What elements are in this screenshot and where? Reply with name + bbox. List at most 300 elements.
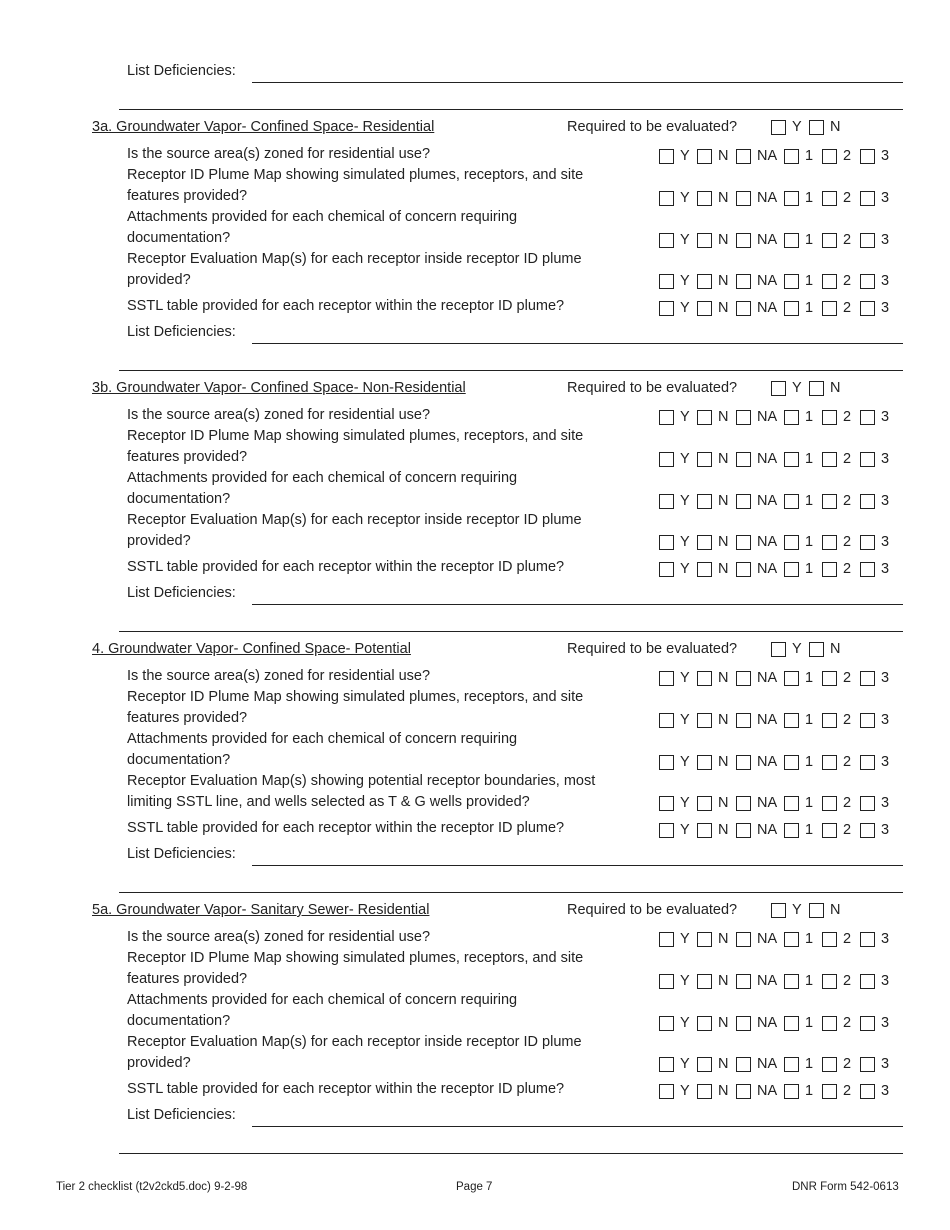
- answer-3-label: 3: [881, 190, 890, 206]
- answer-na-checkbox[interactable]: [736, 1084, 751, 1099]
- answer-y-checkbox[interactable]: [659, 233, 674, 248]
- answer-options: [659, 711, 899, 729]
- deficiencies-input-line[interactable]: [252, 865, 903, 866]
- answer-na-label: NA: [757, 300, 778, 316]
- answer-options: [659, 492, 899, 510]
- section-divider: [119, 892, 903, 893]
- answer-2-label: 2: [843, 795, 852, 811]
- question-text: documentation?: [127, 1013, 231, 1029]
- required-yes-checkbox[interactable]: [771, 120, 786, 135]
- answer-3-label: 3: [881, 300, 890, 316]
- deficiencies-input-line[interactable]: [252, 604, 903, 605]
- question-text: documentation?: [127, 491, 231, 507]
- answer-na-checkbox[interactable]: [736, 149, 751, 164]
- answer-y-label: Y: [680, 451, 690, 467]
- answer-options: [659, 533, 899, 551]
- answer-3-label: 3: [881, 754, 890, 770]
- answer-1-label: 1: [805, 148, 814, 164]
- answer-2-label: 2: [843, 670, 852, 686]
- question-text: SSTL table provided for each receptor within the receptor ID plume?: [127, 820, 565, 836]
- answer-n-checkbox[interactable]: [697, 974, 712, 989]
- answer-na-checkbox[interactable]: [736, 452, 751, 467]
- answer-2-label: 2: [843, 148, 852, 164]
- answer-3-checkbox[interactable]: [860, 191, 875, 206]
- answer-n-label: N: [718, 451, 729, 467]
- required-yes-checkbox[interactable]: [771, 381, 786, 396]
- required-yes-checkbox[interactable]: [771, 903, 786, 918]
- question-text: Receptor ID Plume Map showing simulated plumes, receptors, and site: [127, 950, 584, 966]
- question-text: features provided?: [127, 449, 248, 465]
- answer-n-label: N: [718, 300, 729, 316]
- answer-2-checkbox[interactable]: [822, 233, 837, 248]
- answer-3-checkbox[interactable]: [860, 823, 875, 838]
- answer-y-label: Y: [680, 973, 690, 989]
- required-no-label: N: [830, 119, 841, 135]
- answer-na-label: NA: [757, 1015, 778, 1031]
- answer-na-label: NA: [757, 534, 778, 550]
- deficiencies-input-line[interactable]: [252, 82, 903, 83]
- required-yes-label: Y: [792, 641, 802, 657]
- section-divider: [119, 1153, 903, 1154]
- answer-na-checkbox[interactable]: [736, 823, 751, 838]
- question-text: Receptor ID Plume Map showing simulated plumes, receptors, and site: [127, 428, 584, 444]
- question-text: Is the source area(s) zoned for residential use?: [127, 668, 431, 684]
- answer-y-checkbox[interactable]: [659, 301, 674, 316]
- answer-3-checkbox[interactable]: [860, 274, 875, 289]
- answer-y-label: Y: [680, 534, 690, 550]
- answer-na-label: NA: [757, 822, 778, 838]
- answer-options: [659, 794, 899, 812]
- answer-y-checkbox[interactable]: [659, 932, 674, 947]
- answer-1-checkbox[interactable]: [784, 562, 799, 577]
- deficiencies-input-line[interactable]: [252, 1126, 903, 1127]
- answer-3-checkbox[interactable]: [860, 1016, 875, 1031]
- answer-na-label: NA: [757, 493, 778, 509]
- answer-na-label: NA: [757, 148, 778, 164]
- question-text: provided?: [127, 533, 191, 549]
- answer-na-checkbox[interactable]: [736, 755, 751, 770]
- answer-1-checkbox[interactable]: [784, 755, 799, 770]
- answer-n-label: N: [718, 232, 729, 248]
- required-no-checkbox[interactable]: [809, 381, 824, 396]
- list-deficiencies-label: List Deficiencies:: [127, 585, 236, 601]
- answer-3-checkbox[interactable]: [860, 494, 875, 509]
- answer-na-checkbox[interactable]: [736, 671, 751, 686]
- answer-2-checkbox[interactable]: [822, 1084, 837, 1099]
- answer-1-checkbox[interactable]: [784, 1016, 799, 1031]
- answer-options: [659, 753, 899, 771]
- answer-2-checkbox[interactable]: [822, 1016, 837, 1031]
- answer-n-checkbox[interactable]: [697, 713, 712, 728]
- answer-n-checkbox[interactable]: [697, 1057, 712, 1072]
- answer-na-label: NA: [757, 670, 778, 686]
- question-text: Attachments provided for each chemical of concern requiring: [127, 470, 518, 486]
- list-deficiencies-label: List Deficiencies:: [127, 324, 236, 340]
- answer-2-checkbox[interactable]: [822, 410, 837, 425]
- answer-3-label: 3: [881, 1056, 890, 1072]
- answer-3-label: 3: [881, 451, 890, 467]
- answer-1-label: 1: [805, 561, 814, 577]
- answer-y-label: Y: [680, 409, 690, 425]
- answer-3-checkbox[interactable]: [860, 1084, 875, 1099]
- answer-na-checkbox[interactable]: [736, 274, 751, 289]
- answer-y-checkbox[interactable]: [659, 274, 674, 289]
- answer-y-checkbox[interactable]: [659, 671, 674, 686]
- question-text: Attachments provided for each chemical of concern requiring: [127, 731, 518, 747]
- answer-2-checkbox[interactable]: [822, 1057, 837, 1072]
- answer-1-checkbox[interactable]: [784, 796, 799, 811]
- required-no-checkbox[interactable]: [809, 903, 824, 918]
- answer-n-label: N: [718, 973, 729, 989]
- answer-y-checkbox[interactable]: [659, 191, 674, 206]
- answer-1-checkbox[interactable]: [784, 535, 799, 550]
- answer-2-checkbox[interactable]: [822, 974, 837, 989]
- section-title: 3b. Groundwater Vapor- Confined Space- Non-Residential: [92, 380, 466, 396]
- answer-y-checkbox[interactable]: [659, 974, 674, 989]
- answer-options: [659, 972, 899, 990]
- answer-y-checkbox[interactable]: [659, 713, 674, 728]
- answer-na-checkbox[interactable]: [736, 535, 751, 550]
- answer-3-checkbox[interactable]: [860, 535, 875, 550]
- question-text: SSTL table provided for each receptor within the receptor ID plume?: [127, 1081, 565, 1097]
- answer-n-label: N: [718, 712, 729, 728]
- answer-2-label: 2: [843, 300, 852, 316]
- required-evaluated-options: [771, 640, 851, 658]
- answer-1-checkbox[interactable]: [784, 149, 799, 164]
- answer-3-checkbox[interactable]: [860, 410, 875, 425]
- answer-2-label: 2: [843, 973, 852, 989]
- answer-2-label: 2: [843, 1083, 852, 1099]
- list-deficiencies-label: List Deficiencies:: [127, 63, 236, 79]
- answer-3-checkbox[interactable]: [860, 713, 875, 728]
- answer-y-checkbox[interactable]: [659, 562, 674, 577]
- answer-n-checkbox[interactable]: [697, 191, 712, 206]
- answer-y-checkbox[interactable]: [659, 796, 674, 811]
- answer-3-label: 3: [881, 232, 890, 248]
- answer-na-checkbox[interactable]: [736, 713, 751, 728]
- answer-na-checkbox[interactable]: [736, 796, 751, 811]
- answer-na-checkbox[interactable]: [736, 494, 751, 509]
- answer-2-checkbox[interactable]: [822, 823, 837, 838]
- answer-na-checkbox[interactable]: [736, 233, 751, 248]
- answer-2-label: 2: [843, 754, 852, 770]
- footer-form-number: DNR Form 542-0613: [792, 1181, 899, 1193]
- answer-na-checkbox[interactable]: [736, 1057, 751, 1072]
- answer-y-label: Y: [680, 1015, 690, 1031]
- answer-3-checkbox[interactable]: [860, 301, 875, 316]
- answer-1-label: 1: [805, 754, 814, 770]
- answer-n-label: N: [718, 931, 729, 947]
- answer-n-checkbox[interactable]: [697, 233, 712, 248]
- answer-2-label: 2: [843, 409, 852, 425]
- answer-1-checkbox[interactable]: [784, 494, 799, 509]
- answer-1-label: 1: [805, 931, 814, 947]
- answer-options: [659, 189, 899, 207]
- answer-n-checkbox[interactable]: [697, 823, 712, 838]
- required-no-label: N: [830, 380, 841, 396]
- answer-1-label: 1: [805, 409, 814, 425]
- answer-na-checkbox[interactable]: [736, 191, 751, 206]
- answer-n-checkbox[interactable]: [697, 562, 712, 577]
- answer-1-label: 1: [805, 451, 814, 467]
- answer-na-checkbox[interactable]: [736, 301, 751, 316]
- answer-n-label: N: [718, 754, 729, 770]
- answer-n-checkbox[interactable]: [697, 535, 712, 550]
- footer-left: Tier 2 checklist (t2v2ckd5.doc) 9-2-98: [56, 1181, 248, 1193]
- answer-1-checkbox[interactable]: [784, 191, 799, 206]
- answer-y-checkbox[interactable]: [659, 494, 674, 509]
- answer-n-checkbox[interactable]: [697, 410, 712, 425]
- section-divider: [119, 109, 903, 110]
- answer-y-label: Y: [680, 148, 690, 164]
- answer-3-checkbox[interactable]: [860, 1057, 875, 1072]
- answer-y-checkbox[interactable]: [659, 1016, 674, 1031]
- answer-n-checkbox[interactable]: [697, 671, 712, 686]
- answer-1-checkbox[interactable]: [784, 452, 799, 467]
- answer-na-label: NA: [757, 1083, 778, 1099]
- answer-options: [659, 272, 899, 290]
- list-deficiencies-label: List Deficiencies:: [127, 846, 236, 862]
- answer-n-checkbox[interactable]: [697, 274, 712, 289]
- answer-1-label: 1: [805, 534, 814, 550]
- answer-3-checkbox[interactable]: [860, 452, 875, 467]
- answer-1-checkbox[interactable]: [784, 713, 799, 728]
- answer-y-checkbox[interactable]: [659, 410, 674, 425]
- answer-2-checkbox[interactable]: [822, 494, 837, 509]
- answer-3-label: 3: [881, 273, 890, 289]
- section-title: 5a. Groundwater Vapor- Sanitary Sewer- Residential: [92, 902, 430, 918]
- answer-na-checkbox[interactable]: [736, 1016, 751, 1031]
- answer-y-checkbox[interactable]: [659, 1084, 674, 1099]
- answer-y-checkbox[interactable]: [659, 452, 674, 467]
- answer-1-label: 1: [805, 1083, 814, 1099]
- answer-1-checkbox[interactable]: [784, 974, 799, 989]
- answer-y-label: Y: [680, 1083, 690, 1099]
- answer-na-label: NA: [757, 931, 778, 947]
- answer-3-label: 3: [881, 1083, 890, 1099]
- answer-na-label: NA: [757, 451, 778, 467]
- question-text: Receptor Evaluation Map(s) showing potential receptor boundaries, most: [127, 773, 596, 789]
- answer-3-label: 3: [881, 931, 890, 947]
- answer-3-checkbox[interactable]: [860, 671, 875, 686]
- answer-n-checkbox[interactable]: [697, 796, 712, 811]
- answer-3-checkbox[interactable]: [860, 796, 875, 811]
- answer-options: [659, 930, 899, 948]
- answer-n-label: N: [718, 1015, 729, 1031]
- answer-3-label: 3: [881, 148, 890, 164]
- answer-3-label: 3: [881, 822, 890, 838]
- answer-y-label: Y: [680, 670, 690, 686]
- answer-options: [659, 147, 899, 165]
- answer-2-checkbox[interactable]: [822, 562, 837, 577]
- required-evaluated-options: [771, 118, 851, 136]
- required-evaluated-label: Required to be evaluated?: [567, 119, 738, 135]
- answer-2-label: 2: [843, 712, 852, 728]
- answer-na-label: NA: [757, 190, 778, 206]
- answer-1-checkbox[interactable]: [784, 274, 799, 289]
- answer-1-checkbox[interactable]: [784, 1057, 799, 1072]
- section-title: 3a. Groundwater Vapor- Confined Space- Residential: [92, 119, 435, 135]
- answer-1-checkbox[interactable]: [784, 233, 799, 248]
- answer-y-checkbox[interactable]: [659, 755, 674, 770]
- answer-3-label: 3: [881, 561, 890, 577]
- answer-3-label: 3: [881, 409, 890, 425]
- question-text: SSTL table provided for each receptor within the receptor ID plume?: [127, 559, 565, 575]
- answer-1-checkbox[interactable]: [784, 410, 799, 425]
- answer-2-checkbox[interactable]: [822, 301, 837, 316]
- answer-2-label: 2: [843, 534, 852, 550]
- answer-n-checkbox[interactable]: [697, 755, 712, 770]
- answer-n-checkbox[interactable]: [697, 932, 712, 947]
- question-text: Receptor Evaluation Map(s) for each receptor inside receptor ID plume: [127, 251, 582, 267]
- answer-2-label: 2: [843, 1056, 852, 1072]
- required-evaluated-label: Required to be evaluated?: [567, 380, 738, 396]
- answer-options: [659, 231, 899, 249]
- answer-1-checkbox[interactable]: [784, 671, 799, 686]
- answer-y-checkbox[interactable]: [659, 1057, 674, 1072]
- answer-y-label: Y: [680, 493, 690, 509]
- answer-3-label: 3: [881, 1015, 890, 1031]
- deficiencies-input-line[interactable]: [252, 343, 903, 344]
- answer-1-checkbox[interactable]: [784, 932, 799, 947]
- answer-na-label: NA: [757, 1056, 778, 1072]
- question-text: provided?: [127, 272, 191, 288]
- answer-n-label: N: [718, 670, 729, 686]
- answer-2-checkbox[interactable]: [822, 274, 837, 289]
- required-no-label: N: [830, 641, 841, 657]
- question-text: Attachments provided for each chemical of concern requiring: [127, 992, 518, 1008]
- answer-3-label: 3: [881, 493, 890, 509]
- answer-1-label: 1: [805, 493, 814, 509]
- answer-n-checkbox[interactable]: [697, 1084, 712, 1099]
- answer-y-label: Y: [680, 712, 690, 728]
- answer-2-checkbox[interactable]: [822, 932, 837, 947]
- section-divider: [119, 631, 903, 632]
- question-text: Receptor ID Plume Map showing simulated plumes, receptors, and site: [127, 167, 584, 183]
- answer-1-label: 1: [805, 300, 814, 316]
- answer-2-checkbox[interactable]: [822, 713, 837, 728]
- answer-n-checkbox[interactable]: [697, 494, 712, 509]
- answer-3-label: 3: [881, 534, 890, 550]
- question-text: Receptor Evaluation Map(s) for each receptor inside receptor ID plume: [127, 1034, 582, 1050]
- answer-y-checkbox[interactable]: [659, 149, 674, 164]
- answer-2-label: 2: [843, 1015, 852, 1031]
- answer-y-label: Y: [680, 1056, 690, 1072]
- answer-n-checkbox[interactable]: [697, 301, 712, 316]
- question-text: provided?: [127, 1055, 191, 1071]
- answer-na-checkbox[interactable]: [736, 932, 751, 947]
- answer-3-checkbox[interactable]: [860, 755, 875, 770]
- answer-n-checkbox[interactable]: [697, 149, 712, 164]
- answer-2-label: 2: [843, 451, 852, 467]
- answer-n-label: N: [718, 148, 729, 164]
- question-text: SSTL table provided for each receptor within the receptor ID plume?: [127, 298, 565, 314]
- question-text: features provided?: [127, 710, 248, 726]
- answer-na-label: NA: [757, 273, 778, 289]
- required-no-checkbox[interactable]: [809, 120, 824, 135]
- answer-3-checkbox[interactable]: [860, 562, 875, 577]
- answer-n-checkbox[interactable]: [697, 452, 712, 467]
- answer-na-label: NA: [757, 232, 778, 248]
- answer-1-label: 1: [805, 190, 814, 206]
- answer-2-checkbox[interactable]: [822, 671, 837, 686]
- question-text: Is the source area(s) zoned for residential use?: [127, 146, 431, 162]
- answer-2-checkbox[interactable]: [822, 191, 837, 206]
- answer-options: [659, 669, 899, 687]
- answer-2-label: 2: [843, 273, 852, 289]
- answer-y-label: Y: [680, 822, 690, 838]
- answer-1-label: 1: [805, 795, 814, 811]
- answer-n-label: N: [718, 795, 729, 811]
- answer-n-label: N: [718, 190, 729, 206]
- answer-options: [659, 450, 899, 468]
- required-no-checkbox[interactable]: [809, 642, 824, 657]
- answer-y-label: Y: [680, 931, 690, 947]
- answer-na-checkbox[interactable]: [736, 974, 751, 989]
- answer-na-checkbox[interactable]: [736, 410, 751, 425]
- answer-na-label: NA: [757, 754, 778, 770]
- answer-1-checkbox[interactable]: [784, 1084, 799, 1099]
- question-text: Is the source area(s) zoned for residential use?: [127, 929, 431, 945]
- answer-y-label: Y: [680, 561, 690, 577]
- question-text: features provided?: [127, 188, 248, 204]
- question-text: Receptor ID Plume Map showing simulated plumes, receptors, and site: [127, 689, 584, 705]
- answer-n-checkbox[interactable]: [697, 1016, 712, 1031]
- answer-options: [659, 1082, 899, 1100]
- answer-1-label: 1: [805, 1015, 814, 1031]
- answer-2-label: 2: [843, 822, 852, 838]
- answer-1-label: 1: [805, 670, 814, 686]
- answer-2-checkbox[interactable]: [822, 535, 837, 550]
- answer-na-checkbox[interactable]: [736, 562, 751, 577]
- required-evaluated-label: Required to be evaluated?: [567, 641, 738, 657]
- answer-na-label: NA: [757, 973, 778, 989]
- required-yes-label: Y: [792, 902, 802, 918]
- answer-2-checkbox[interactable]: [822, 755, 837, 770]
- answer-3-checkbox[interactable]: [860, 149, 875, 164]
- answer-y-checkbox[interactable]: [659, 535, 674, 550]
- required-yes-checkbox[interactable]: [771, 642, 786, 657]
- answer-2-checkbox[interactable]: [822, 149, 837, 164]
- answer-2-label: 2: [843, 190, 852, 206]
- list-deficiencies-label: List Deficiencies:: [127, 1107, 236, 1123]
- answer-1-label: 1: [805, 1056, 814, 1072]
- answer-3-checkbox[interactable]: [860, 974, 875, 989]
- answer-n-label: N: [718, 273, 729, 289]
- question-text: limiting SSTL line, and wells selected as T & G wells provided?: [127, 794, 530, 810]
- answer-n-label: N: [718, 534, 729, 550]
- section-title: 4. Groundwater Vapor- Confined Space- Potential: [92, 641, 411, 657]
- required-evaluated-options: [771, 901, 851, 919]
- question-text: documentation?: [127, 752, 231, 768]
- answer-2-checkbox[interactable]: [822, 796, 837, 811]
- answer-n-label: N: [718, 1056, 729, 1072]
- answer-3-label: 3: [881, 973, 890, 989]
- answer-2-checkbox[interactable]: [822, 452, 837, 467]
- answer-y-label: Y: [680, 273, 690, 289]
- answer-1-label: 1: [805, 232, 814, 248]
- answer-n-label: N: [718, 493, 729, 509]
- answer-options: [659, 1055, 899, 1073]
- answer-options: [659, 1014, 899, 1032]
- answer-1-checkbox[interactable]: [784, 301, 799, 316]
- answer-y-label: Y: [680, 754, 690, 770]
- answer-3-checkbox[interactable]: [860, 932, 875, 947]
- answer-3-checkbox[interactable]: [860, 233, 875, 248]
- answer-y-checkbox[interactable]: [659, 823, 674, 838]
- answer-2-label: 2: [843, 931, 852, 947]
- answer-1-checkbox[interactable]: [784, 823, 799, 838]
